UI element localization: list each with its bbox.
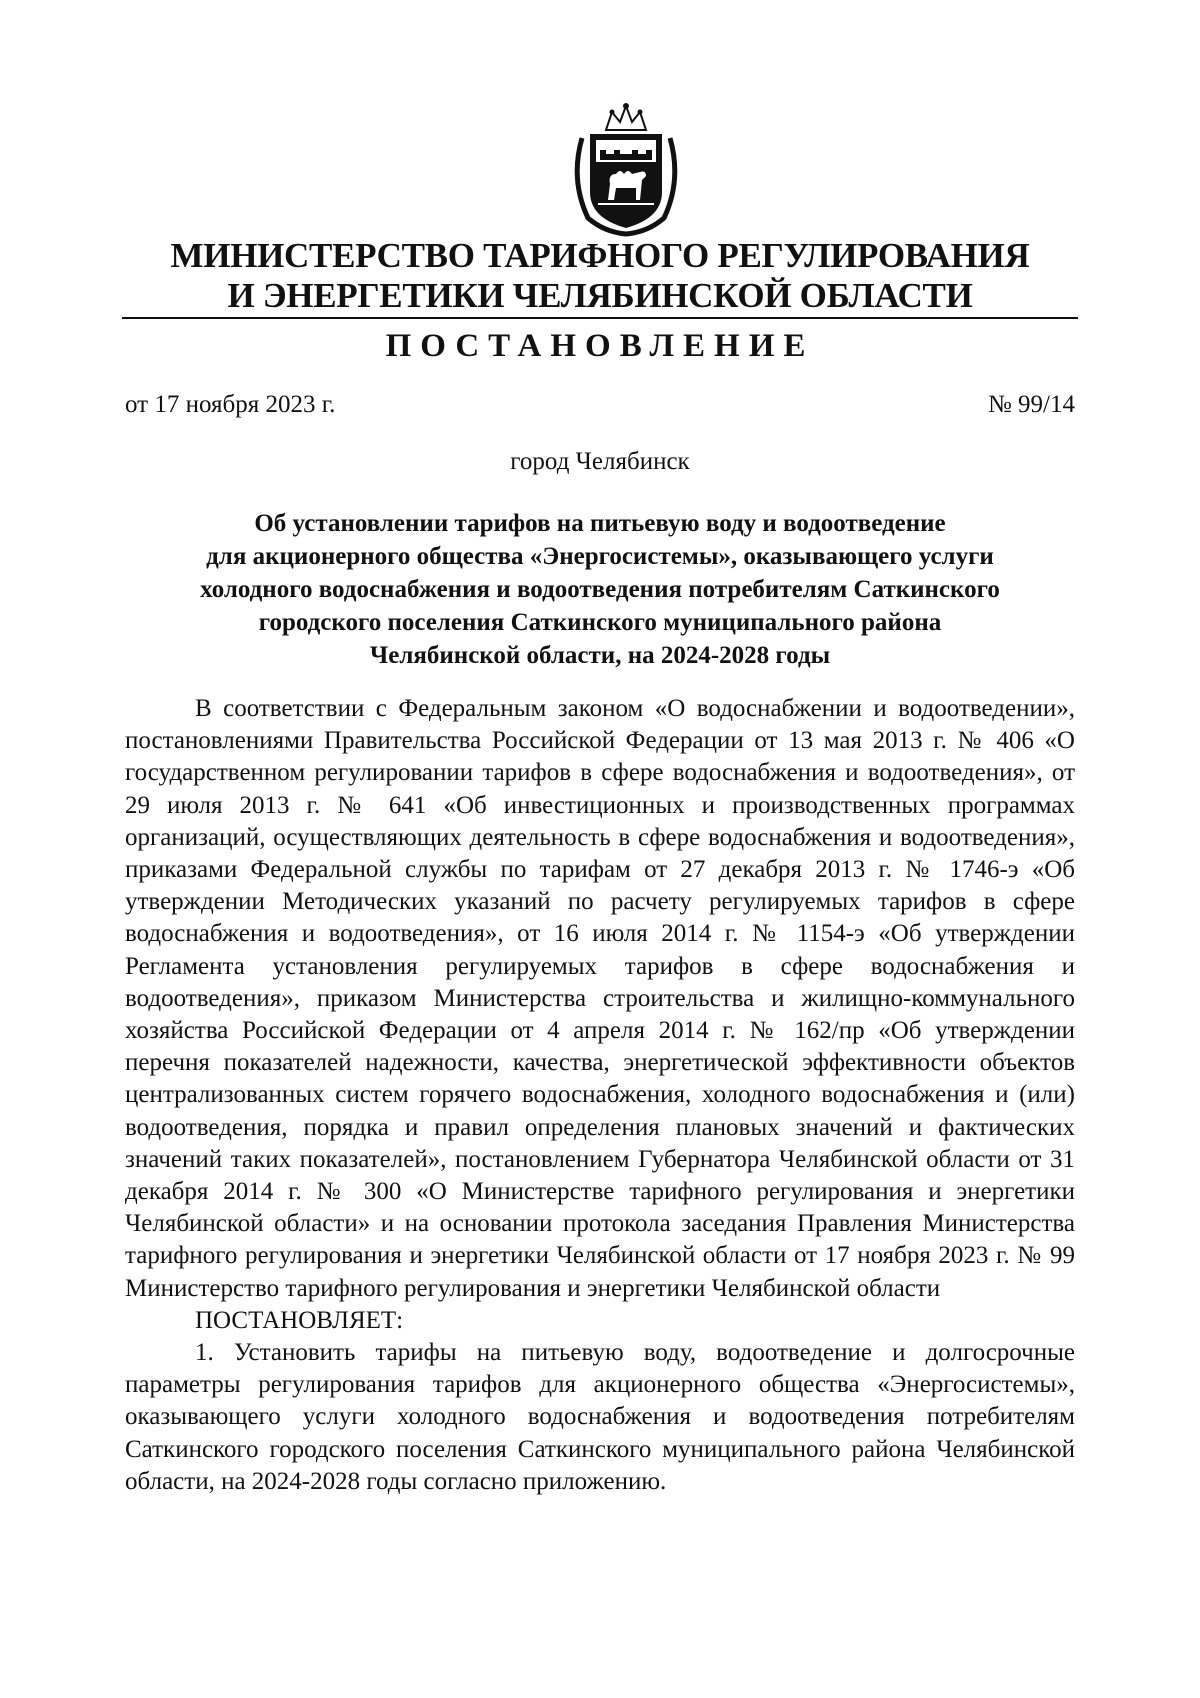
ministry-name-line1: МИНИСТЕРСТВО ТАРИФНОГО РЕГУЛИРОВАНИЯ — [170, 236, 1030, 275]
item-1-paragraph: 1. Установить тарифы на питьевую воду, водоотведение и долгосрочные параметры регулирования тарифов для акционерного общества «Энергосистемы», оказывающего услуги холодного водоснабжения и водоотведения потребителям Саткинского городского поселения Саткинского муниципального района Челябинской области, на 2024-2028 годы согласно приложению. — [125, 1339, 1075, 1495]
ministry-name-line2: И ЭНЕРГЕТИКИ ЧЕЛЯБИНСКОЙ ОБЛАСТИ — [227, 276, 973, 315]
document-subject — [140, 507, 1060, 672]
document-type: ПОСТАНОВЛЕНИЕ — [385, 328, 815, 364]
subject-line: холодного водоснабжения и водоотведения потребителям Саткинского — [200, 576, 1000, 603]
subject-line: Челябинской области, на 2024-2028 годы — [369, 642, 831, 669]
subject-line: для акционерного общества «Энергосистемы», оказывающего услуги — [206, 543, 994, 570]
subject-line: городского поселения Саткинского муниципального района — [258, 609, 942, 636]
chelyabinsk-coat-of-arms-icon — [568, 100, 684, 238]
document-body — [125, 693, 1075, 1498]
subject-line: Об установлении тарифов на питьевую воду и водоотведение — [254, 510, 946, 537]
document-date: от 17 ноября 2023 г. — [125, 391, 336, 418]
resolves-heading: ПОСТАНОВЛЯЕТ: — [195, 1306, 404, 1334]
header-rule — [122, 317, 1078, 319]
document-number: № 99/14 — [987, 391, 1075, 418]
document-city: город Челябинск — [510, 448, 690, 475]
ministry-name — [120, 236, 1080, 316]
preamble-paragraph: В соответствии с Федеральным законом «О водоснабжении и водоотведении», постановлениями Правительства Российской Федерации от 13 мая 2013 г. № 406 «О государственном регулировании тарифов в сфере водоснабжения и водоотведения», от 29 июля 2013 г. № 641 «Об инвестиционных и производственных программах организаций, осуществляющих деятельность в сфере водоснабжения и водоотведения», приказами Федеральной службы по тарифам от 27 декабря 2013 г. № 1746-э «Об утверждении Методических указаний по расчету регулируемых тарифов в сфере водоснабжения и водоотведения», от 16 июля 2014 г. № 1154-э «Об утверждении Регламента установления регулируемых тарифов в сфере водоснабжения и водоотведения», приказом Министерства строительства и жилищно-коммунального хозяйства Российской Федерации от 4 апреля 2014 г. № 162/пр «Об утверждении перечня показателей надежности, качества, энергетической эффективности объектов централизованных систем горячего водоснабжения, холодного водоснабжения и (или) водоотведения, порядка и правил определения плановых значений и фактических значений таких показателей», постановлением Губернатора Челябинской области от 31 декабря 2014 г. № 300 «О Министерстве тарифного регулирования и энергетики Челябинской области» и на основании протокола заседания Правления Министерства тарифного регулирования и энергетики Челябинской области от 17 ноября 2023 г. № 99 Министерство тарифного регулирования и энергетики Челябинской области — [125, 695, 1075, 1302]
